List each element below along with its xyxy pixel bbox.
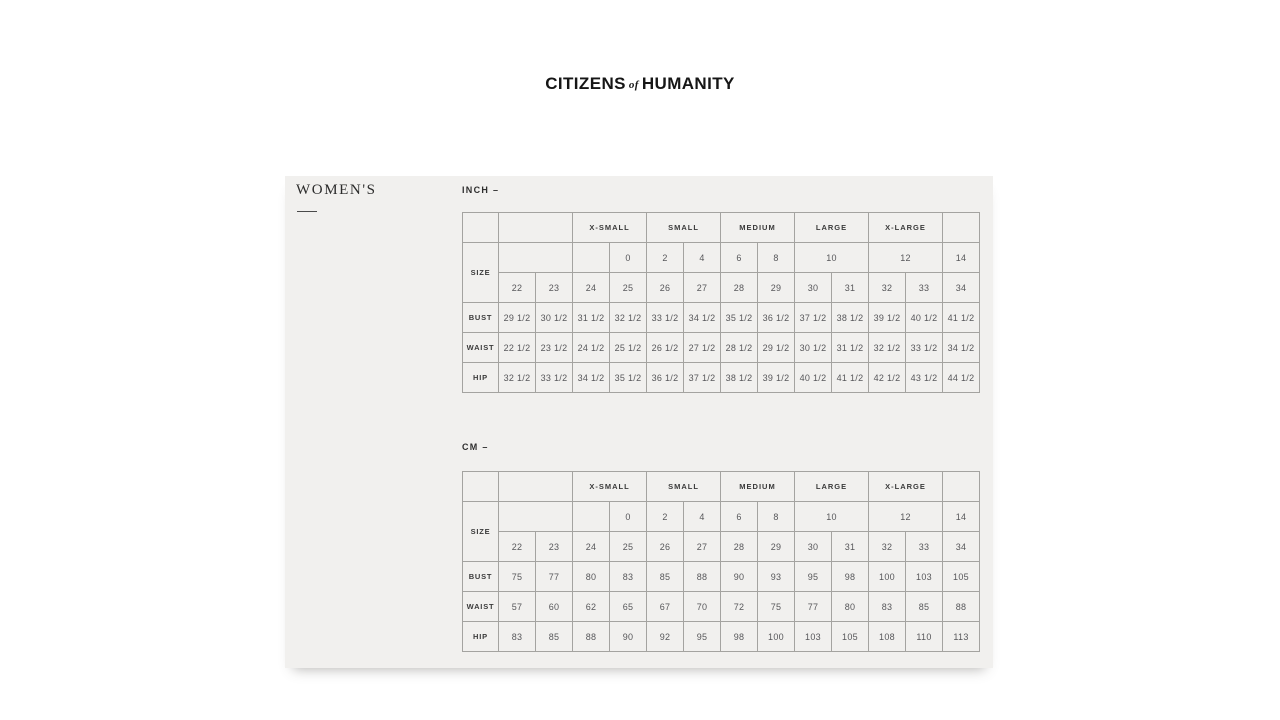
cm-bust-value: 83 xyxy=(610,562,647,592)
table-row xyxy=(463,363,980,393)
inch-hip-value: 38 1/2 xyxy=(721,363,758,393)
cm-bust-value: 95 xyxy=(795,562,832,592)
inch-hip-value: 41 1/2 xyxy=(832,363,869,393)
inch-waist-value: 32 1/2 xyxy=(869,333,906,363)
inch-waist-value: 27 1/2 xyxy=(684,333,721,363)
cm-waist-value: 65 xyxy=(610,592,647,622)
measurement-row-label: WAIST xyxy=(463,333,499,363)
cm-bust-value: 100 xyxy=(869,562,906,592)
empty-cell xyxy=(499,243,573,273)
waist-size: 27 xyxy=(684,273,721,303)
group-header-x-small: X-SMALL xyxy=(573,472,647,502)
corner-cell xyxy=(463,213,499,243)
table-row xyxy=(463,622,980,652)
numeric-size: 6 xyxy=(721,502,758,532)
cm-bust-value: 88 xyxy=(684,562,721,592)
measurement-row-label: BUST xyxy=(463,562,499,592)
group-header-medium: MEDIUM xyxy=(721,213,795,243)
waist-size: 22 xyxy=(499,273,536,303)
cm-hip-value: 90 xyxy=(610,622,647,652)
table-row xyxy=(463,243,980,273)
numeric-size: 14 xyxy=(943,502,980,532)
measurement-row-label: BUST xyxy=(463,303,499,333)
section-heading: WOMEN'S xyxy=(296,182,377,198)
table-row xyxy=(463,472,980,502)
cm-waist-value: 62 xyxy=(573,592,610,622)
waist-size: 34 xyxy=(943,273,980,303)
waist-size: 26 xyxy=(647,532,684,562)
measurement-row-label: HIP xyxy=(463,622,499,652)
cm-hip-value: 88 xyxy=(573,622,610,652)
inch-waist-value: 29 1/2 xyxy=(758,333,795,363)
cm-waist-value: 85 xyxy=(906,592,943,622)
table-row xyxy=(463,562,980,592)
brand-logo-humanity: HUMANITY xyxy=(641,74,735,93)
cm-hip-value: 83 xyxy=(499,622,536,652)
brand-logo-citizens: CITIZENS xyxy=(545,74,626,93)
waist-size: 28 xyxy=(721,532,758,562)
brand-logo[interactable] xyxy=(0,74,1280,94)
waist-size: 33 xyxy=(906,532,943,562)
cm-waist-value: 77 xyxy=(795,592,832,622)
cm-bust-value: 85 xyxy=(647,562,684,592)
waist-size: 32 xyxy=(869,532,906,562)
group-header-x-large: X-LARGE xyxy=(869,213,943,243)
inch-hip-value: 33 1/2 xyxy=(536,363,573,393)
inch-bust-value: 33 1/2 xyxy=(647,303,684,333)
cm-bust-value: 103 xyxy=(906,562,943,592)
group-header-small: SMALL xyxy=(647,213,721,243)
measurement-row-label: HIP xyxy=(463,363,499,393)
inch-bust-value: 30 1/2 xyxy=(536,303,573,333)
inch-bust-value: 41 1/2 xyxy=(943,303,980,333)
numeric-size: 14 xyxy=(943,243,980,273)
cm-waist-value: 72 xyxy=(721,592,758,622)
table-row xyxy=(463,273,980,303)
cm-hip-value: 100 xyxy=(758,622,795,652)
corner-cell xyxy=(463,472,499,502)
inch-bust-value: 36 1/2 xyxy=(758,303,795,333)
table-row xyxy=(463,303,980,333)
inch-hip-value: 35 1/2 xyxy=(610,363,647,393)
cm-bust-value: 105 xyxy=(943,562,980,592)
waist-size: 24 xyxy=(573,532,610,562)
waist-size: 29 xyxy=(758,532,795,562)
cm-bust-value: 90 xyxy=(721,562,758,592)
waist-size: 22 xyxy=(499,532,536,562)
numeric-size: 12 xyxy=(869,243,943,273)
cm-hip-value: 113 xyxy=(943,622,980,652)
empty-cell xyxy=(499,502,573,532)
empty-cell xyxy=(499,472,573,502)
numeric-size: 4 xyxy=(684,243,721,273)
numeric-size: 8 xyxy=(758,243,795,273)
inch-bust-value: 34 1/2 xyxy=(684,303,721,333)
waist-size: 32 xyxy=(869,273,906,303)
waist-size: 23 xyxy=(536,273,573,303)
empty-cell xyxy=(573,243,610,273)
table-row xyxy=(463,333,980,363)
table-row xyxy=(463,592,980,622)
cm-hip-value: 108 xyxy=(869,622,906,652)
group-header-x-large: X-LARGE xyxy=(869,472,943,502)
numeric-size: 0 xyxy=(610,243,647,273)
inch-unit-label: INCH – xyxy=(462,185,500,195)
group-header-large: LARGE xyxy=(795,472,869,502)
group-header-small: SMALL xyxy=(647,472,721,502)
inch-hip-value: 43 1/2 xyxy=(906,363,943,393)
inch-waist-value: 28 1/2 xyxy=(721,333,758,363)
cm-waist-value: 60 xyxy=(536,592,573,622)
cm-bust-value: 75 xyxy=(499,562,536,592)
inch-bust-value: 38 1/2 xyxy=(832,303,869,333)
heading-underline xyxy=(297,211,317,212)
numeric-size: 12 xyxy=(869,502,943,532)
inch-waist-value: 33 1/2 xyxy=(906,333,943,363)
numeric-size: 10 xyxy=(795,243,869,273)
cm-bust-value: 98 xyxy=(832,562,869,592)
inch-bust-value: 31 1/2 xyxy=(573,303,610,333)
inch-waist-value: 31 1/2 xyxy=(832,333,869,363)
inch-hip-value: 32 1/2 xyxy=(499,363,536,393)
waist-size: 25 xyxy=(610,532,647,562)
table-row xyxy=(463,532,980,562)
waist-size: 30 xyxy=(795,532,832,562)
cm-bust-value: 93 xyxy=(758,562,795,592)
inch-bust-value: 35 1/2 xyxy=(721,303,758,333)
waist-size: 23 xyxy=(536,532,573,562)
group-header-medium: MEDIUM xyxy=(721,472,795,502)
waist-size: 24 xyxy=(573,273,610,303)
waist-size: 26 xyxy=(647,273,684,303)
waist-size: 27 xyxy=(684,532,721,562)
size-row-label: SIZE xyxy=(463,502,499,562)
numeric-size: 4 xyxy=(684,502,721,532)
group-header-x-small: X-SMALL xyxy=(573,213,647,243)
numeric-size: 2 xyxy=(647,502,684,532)
inch-bust-value: 39 1/2 xyxy=(869,303,906,333)
inch-hip-value: 40 1/2 xyxy=(795,363,832,393)
group-header-large: LARGE xyxy=(795,213,869,243)
cm-waist-value: 75 xyxy=(758,592,795,622)
inch-bust-value: 40 1/2 xyxy=(906,303,943,333)
inch-hip-value: 34 1/2 xyxy=(573,363,610,393)
waist-size: 33 xyxy=(906,273,943,303)
numeric-size: 10 xyxy=(795,502,869,532)
cm-hip-value: 110 xyxy=(906,622,943,652)
empty-cell xyxy=(573,502,610,532)
cm-bust-value: 80 xyxy=(573,562,610,592)
size-guide-panel xyxy=(285,176,993,668)
waist-size: 28 xyxy=(721,273,758,303)
cm-hip-value: 85 xyxy=(536,622,573,652)
inch-bust-value: 29 1/2 xyxy=(499,303,536,333)
waist-size: 30 xyxy=(795,273,832,303)
inch-waist-value: 30 1/2 xyxy=(795,333,832,363)
empty-cell xyxy=(943,213,980,243)
inch-hip-value: 36 1/2 xyxy=(647,363,684,393)
empty-cell xyxy=(943,472,980,502)
inch-waist-value: 25 1/2 xyxy=(610,333,647,363)
cm-waist-value: 80 xyxy=(832,592,869,622)
numeric-size: 6 xyxy=(721,243,758,273)
cm-hip-value: 98 xyxy=(721,622,758,652)
inch-hip-value: 37 1/2 xyxy=(684,363,721,393)
cm-unit-label: CM – xyxy=(462,442,489,452)
inch-bust-value: 37 1/2 xyxy=(795,303,832,333)
inch-size-table xyxy=(462,212,980,393)
inch-waist-value: 34 1/2 xyxy=(943,333,980,363)
inch-hip-value: 42 1/2 xyxy=(869,363,906,393)
waist-size: 31 xyxy=(832,273,869,303)
cm-waist-value: 57 xyxy=(499,592,536,622)
inch-waist-value: 24 1/2 xyxy=(573,333,610,363)
table-row xyxy=(463,213,980,243)
waist-size: 34 xyxy=(943,532,980,562)
cm-waist-value: 88 xyxy=(943,592,980,622)
inch-waist-value: 26 1/2 xyxy=(647,333,684,363)
cm-hip-value: 95 xyxy=(684,622,721,652)
waist-size: 29 xyxy=(758,273,795,303)
cm-hip-value: 105 xyxy=(832,622,869,652)
table-row xyxy=(463,502,980,532)
numeric-size: 0 xyxy=(610,502,647,532)
empty-cell xyxy=(499,213,573,243)
waist-size: 31 xyxy=(832,532,869,562)
cm-hip-value: 92 xyxy=(647,622,684,652)
cm-waist-value: 70 xyxy=(684,592,721,622)
inch-hip-value: 39 1/2 xyxy=(758,363,795,393)
measurement-row-label: WAIST xyxy=(463,592,499,622)
numeric-size: 8 xyxy=(758,502,795,532)
numeric-size: 2 xyxy=(647,243,684,273)
cm-hip-value: 103 xyxy=(795,622,832,652)
cm-waist-value: 83 xyxy=(869,592,906,622)
inch-bust-value: 32 1/2 xyxy=(610,303,647,333)
waist-size: 25 xyxy=(610,273,647,303)
inch-hip-value: 44 1/2 xyxy=(943,363,980,393)
cm-waist-value: 67 xyxy=(647,592,684,622)
inch-waist-value: 23 1/2 xyxy=(536,333,573,363)
cm-bust-value: 77 xyxy=(536,562,573,592)
size-row-label: SIZE xyxy=(463,243,499,303)
inch-waist-value: 22 1/2 xyxy=(499,333,536,363)
cm-size-table xyxy=(462,471,980,652)
brand-logo-of: of xyxy=(628,79,639,91)
